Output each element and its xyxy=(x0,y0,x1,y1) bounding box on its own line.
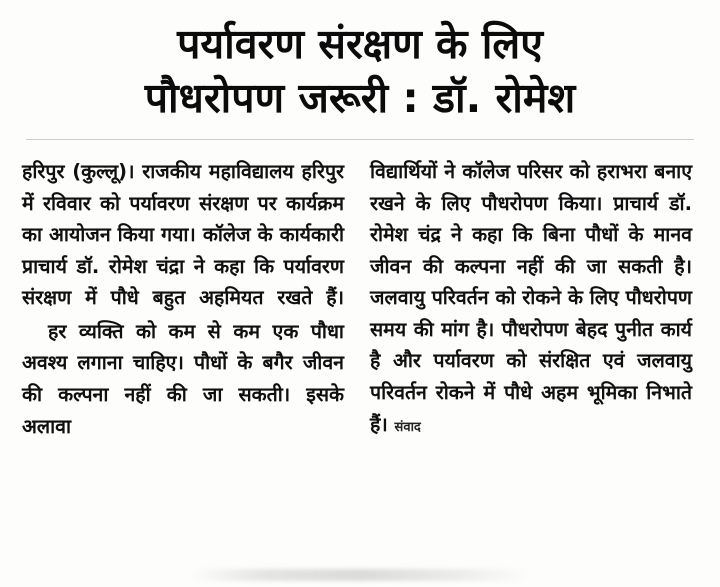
paragraph xyxy=(370,156,692,440)
page-title xyxy=(0,0,720,125)
article-column-right xyxy=(370,156,692,442)
paper-smudge xyxy=(190,569,530,581)
article-body xyxy=(0,140,720,442)
headline-line-1: पर्यावरण संरक्षण के लिए xyxy=(177,20,543,68)
headline-line-2: पौधरोपण जरूरी : डॉ. रोमेश xyxy=(144,74,576,123)
paragraph-text: विद्यार्थियों ने कॉलेज परिसर को हराभरा बनाए रखने के लिए पौधरोपण किया। प्राचार्य डॉ. रोमेश चंद्र ने कहा कि बिना पौधों के मानव जीवन की कल्पना नहीं की जा सकती है। जलवायु परिवर्तन को रोकने के लिए पौधरोपण समय की मांग है। पौधरोपण बेहद पुनीत कार्य है और पर्यावरण को संरक्षित एवं जलवायु परिवर्तन रोकने में पौधे अहम भूमिका निभाते हैं। xyxy=(370,159,692,436)
news-agency-credit: संवाद xyxy=(394,419,421,435)
paragraph: हर व्यक्ति को कम से कम एक पौधा अवश्य लगाना चाहिए। पौधों के बगैर जीवन की कल्पना नहीं की जा सकती। इसके अलावा xyxy=(22,319,344,438)
paragraph: हरिपुर (कुल्लू)। राजकीय महाविद्यालय हरिपुर में रविवार को पर्यावरण संरक्षण पर कार्यक्रम का आयोजन किया गया। कॉलेज के कार्यकारी प्राचार्य डॉ. रोमेश चंद्रा ने कहा कि पर्यावरण संरक्षण में पौधे बहुत अहमियत रखते हैं। xyxy=(22,159,344,310)
article-column-left xyxy=(22,156,344,442)
